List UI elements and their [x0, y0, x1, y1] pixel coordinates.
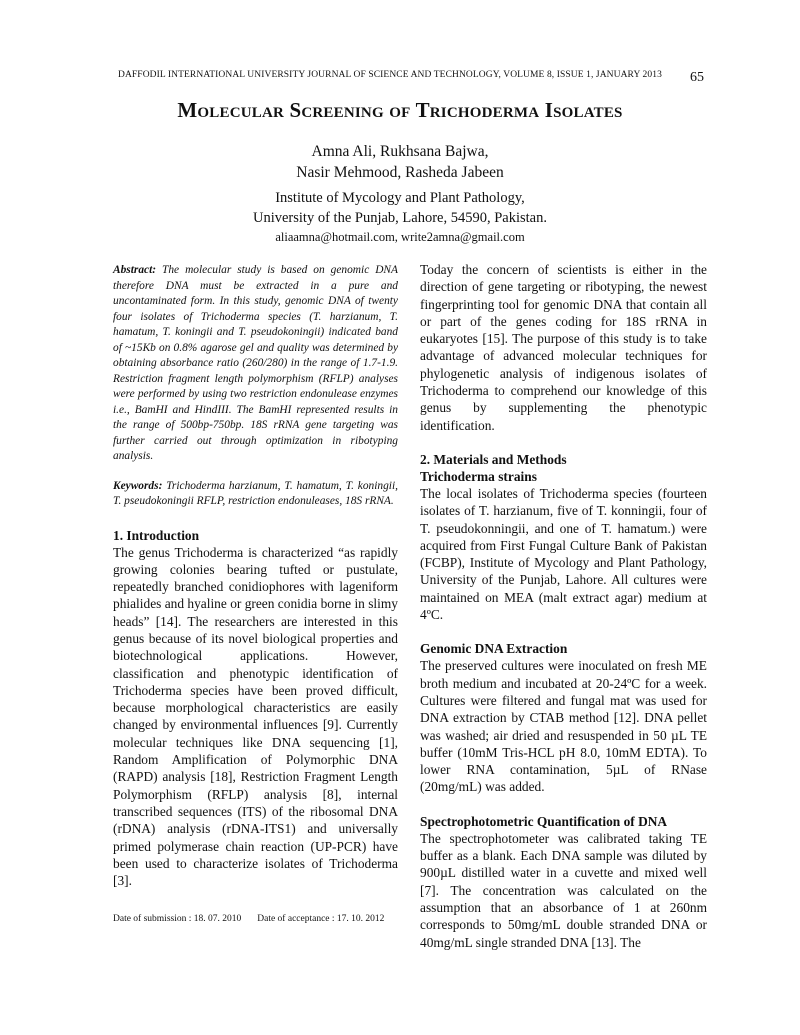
affiliation: [0, 188, 800, 228]
author-email: aliaamna@hotmail.com, write2amna@gmail.com: [275, 230, 525, 244]
spectrophotometry-subheading: Spectrophotometric Quantification of DNA: [420, 813, 668, 829]
keywords: [113, 479, 398, 510]
author-line-2: Nasir Mehmood, Rasheda Jabeen: [296, 164, 504, 181]
journal-running-header: DAFFODIL INTERNATIONAL UNIVERSITY JOURNAL OF SCIENCE AND TECHNOLOGY, VOLUME 8, ISSUE 1, JANUARY 2013: [118, 70, 662, 80]
strains-subheading: Trichoderma strains: [420, 468, 537, 484]
keywords-label: Keywords:: [113, 479, 163, 492]
abstract-text: The molecular study is based on genomic DNA therefore DNA must be extracted in a pure and uncontaminated form. In this study, genomic DNA of twenty four isolates of Trichoderma species (T. harzianum, T. hamatum, T. koningii and T. pseudokoningii) indicated band of ~15Kb on 0.8% agarose gel and quality was determined by obtaining absorbance ratio (260/280) in the range of 1.7-1.9. Restriction fragment length polymorphism (RFLP) analyses were performed by using two restriction endonulease enzymes i.e., BamHI and HindIII. The BamHI represented results in the range of 500bp-750bp. 18S rRNA gene targeting was further carried out through optimization in ribotyping analysis.: [113, 264, 398, 462]
submission-dates: [113, 914, 384, 924]
author-line-1: Amna Ali, Rukhsana Bajwa,: [311, 143, 489, 160]
keywords-text: Trichoderma harzianum, T. hamatum, T. koningii, T. pseudokoningii RFLP, restriction endonuleases, 18S rRNA.: [113, 479, 398, 507]
dna-extraction-subheading: Genomic DNA Extraction: [420, 641, 568, 657]
right-column: [420, 261, 707, 951]
submission-date: Date of submission : 18. 07. 2010: [113, 914, 242, 924]
left-column: [113, 263, 398, 889]
introduction-heading: 1. Introduction: [113, 527, 200, 543]
introduction-continued-text: Today the concern of scientists is either in the direction of gene targeting or ribotyping, the newest fingerprinting tool for genomic DNA that contain all or part of the genes coding for 18S rRNA in eukaryotes [15]. The purpose of this study is to take advantage of advanced molecular techniques for phylogenetic analysis of indigenous isolates of Trichoderma to comprehend our knowledge of this genus by supplementing the phenotypic identification.: [420, 262, 707, 433]
dna-extraction-text: The preserved cultures were inoculated on fresh ME broth medium and incubated at 20-24ºC for a week. Cultures were filtered and fungal mat was used for DNA extraction by CTAB method [12]. DNA pellet was washed; air dried and resuspended in 50 µL TE buffer (10mM Tris-HCL pH 8.0, 10mM EDTA). To lower RNA contamination, 5µL of RNase (20mg/mL) was added.: [420, 658, 707, 795]
introduction-text: The genus Trichoderma is characterized “as rapidly growing colonies bearing tufted or pustulate, repeatedly branched conidiophores with lageniform phialides and hyaline or green conidia borne in slimy heads” [14]. The researchers are interested in this genus because of its novel biological properties and biotechnological applications. However, classification and phenotypic identification of Trichoderma species have been proved difficult, because morphological characteristics are easily changed by environmental influences [9]. Currently molecular techniques like DNA sequencing [1], Random Amplification of Polymorphic DNA (RAPD) analysis [18], Restriction Fragment Length Polymorphism (RFLP) analysis [8], internal transcribed sequences (ITS) of the ribosomal DNA (rDNA) analysis (rDNA-ITS1) and universally primed polymerase chain reaction (UP-PCR) have been used to characterize isolates of Trichoderma [3].: [113, 544, 398, 889]
abstract-label: Abstract:: [113, 264, 157, 276]
page-number: 65: [690, 70, 704, 85]
strains-text: The local isolates of Trichoderma species (fourteen isolates of T. harzianum, five of T. konningii, four of T. pseudokonningii, and one of T. hamatum.) were acquired from First Fungal Culture Bank of Pakistan (FCBP), Institute of Mycology and Plant Pathology, University of the Punjab, Lahore. All cultures were maintained on MEA (malt extract agar) medium at 4ºC.: [420, 485, 707, 623]
abstract: [113, 263, 398, 465]
spectrophotometry-text: The spectrophotometer was calibrated taking TE buffer as a blank. Each DNA sample was diluted by 900µL distilled water in a cuvette and mixed well [7]. The concentration was calculated on the assumption that an absorbance of 1 at 260nm corresponds to 50mg/mL double stranded DNA or 40mg/mL single stranded DNA [13]. The: [420, 830, 707, 950]
affiliation-line-2: University of the Punjab, Lahore, 54590, Pakistan.: [253, 210, 547, 226]
acceptance-date: Date of acceptance : 17. 10. 2012: [257, 914, 385, 924]
methods-heading: 2. Materials and Methods: [420, 451, 567, 467]
author-list: [0, 141, 800, 183]
affiliation-line-1: Institute of Mycology and Plant Pathology,: [275, 190, 525, 206]
paper-title: Molecular Screening of Trichoderma Isolates: [177, 98, 623, 122]
